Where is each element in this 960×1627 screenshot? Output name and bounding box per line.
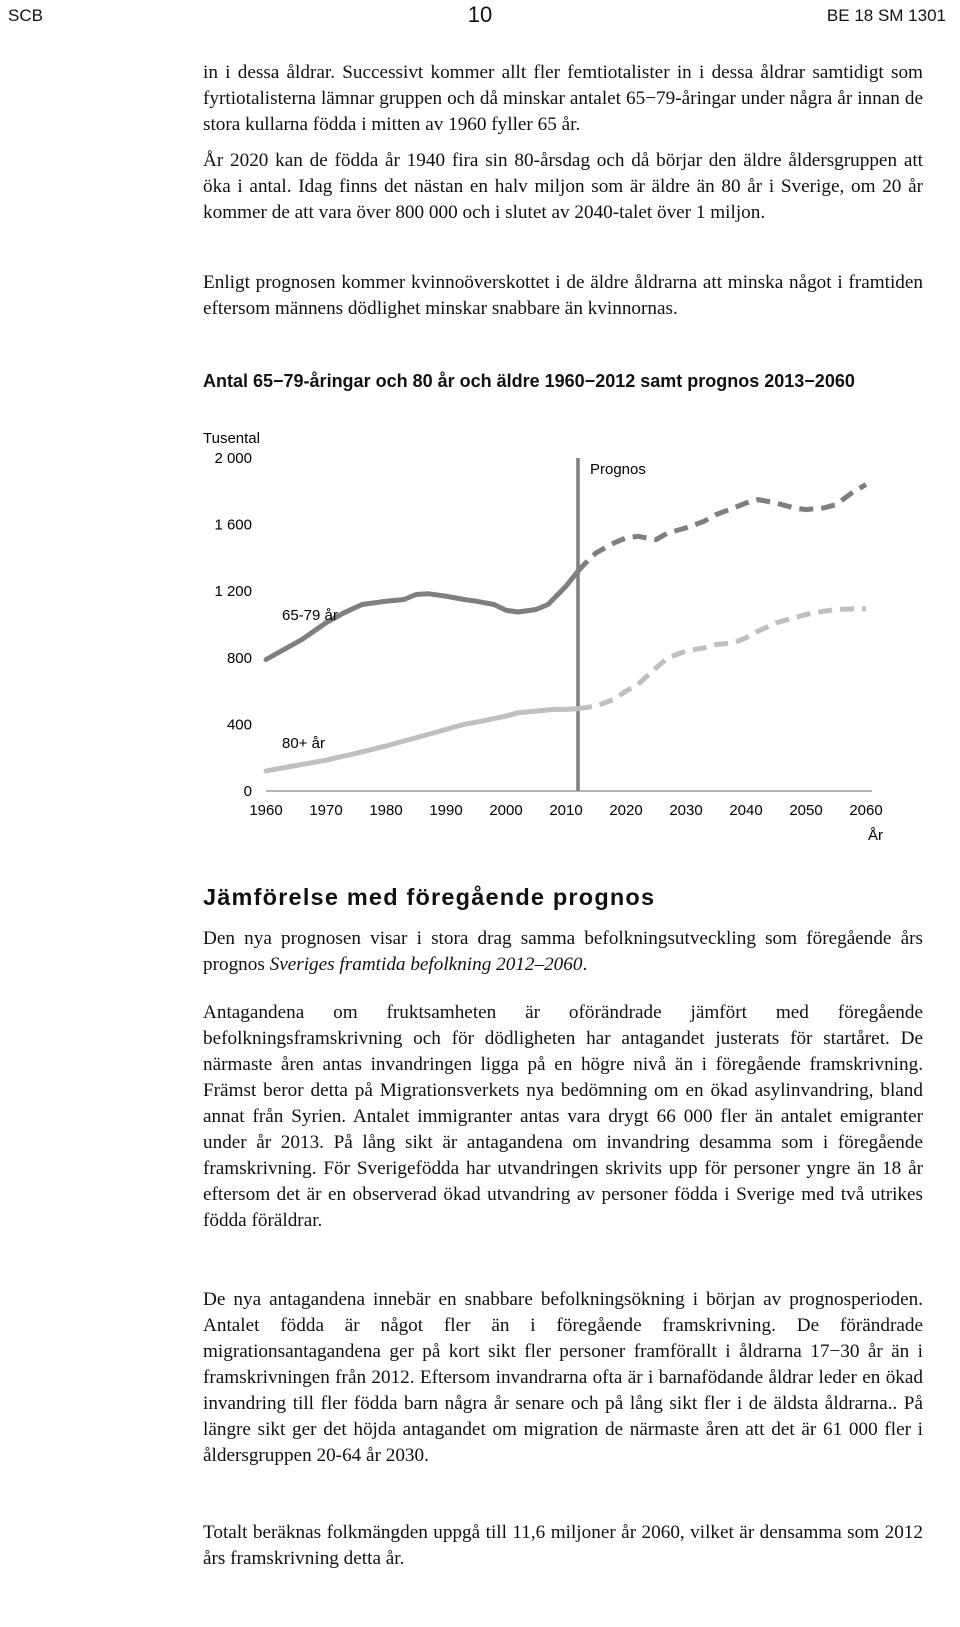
y-tick-label: 1 200	[214, 583, 252, 601]
x-tick-label: 2030	[669, 802, 703, 819]
y-tick-label: 1 600	[214, 516, 252, 534]
section-heading: Jämförelse med föregående prognos	[203, 884, 656, 910]
x-tick-label: 2000	[489, 802, 523, 819]
prognosis-label: Prognos	[590, 461, 646, 478]
series-label-65-79: 65-79 år	[282, 607, 338, 624]
x-tick-label: 1960	[249, 802, 283, 819]
intro-paragraph-2: År 2020 kan de födda år 1940 fira sin 80-årsdag och då börjar den äldre åldersgruppen att öka i antal. Idag finns det nästan en halv miljon som är äldre än 80 år i Sverige, om 20 år kommer de att vara över 800 000 och i slutet av 2040-talet över 1 miljon.	[203, 150, 923, 223]
section-paragraph-2: Antagandena om fruktsamheten är oförändrade jämfört med föregående befolkningsframskrivning och för dödligheten har antagandet justerats för startåret. De närmaste åren antas invandringen ligga på en högre nivå än i föregående framskrivning. Främst beror detta på Migrationsverkets nya bedömning om en ökad asylinvandring, bland annat från Syrien. Antalet immigranter antas vara drygt 66 000 fler än antalet emigranter under år 2013. På lång sikt är antagandena om invandring desamma som i föregående framskrivning. För Sverigefödda har utvandringen skrivits upp för personer yngre än 18 år eftersom det är en observerad ökad utvandring av personer födda i Sverige med två utrikes födda föräldrar.	[203, 1002, 923, 1231]
header-right: BE 18 SM 1301	[826, 6, 946, 25]
section-paragraph-1: Den nya prognosen visar i stora drag samma befolkningsutveckling som föregående års prognos Sveriges framtida befolkning 2012–2060.	[203, 928, 923, 975]
y-tick-label: 800	[226, 649, 252, 667]
x-axis-label: År	[868, 827, 883, 844]
x-tick-label: 1990	[429, 802, 463, 819]
intro-paragraph-3: Enligt prognosen kommer kvinnoöverskottet i de äldre åldrarna att minska något i framtiden eftersom männens dödlighet minskar snabbare än kvinnornas.	[203, 272, 923, 319]
y-tick-label: 0	[243, 783, 252, 800]
series-label-80plus: 80+ år	[282, 735, 325, 752]
intro-paragraph-1: in i dessa åldrar. Successivt kommer allt fler femtiotalister in i dessa åldrar samtidigt som fyrtiotalisterna lämnar gruppen och då minskar antalet 65−79-åringar under några år innan de stora kullarna födda i mitten av 1960 fyller 65 år.	[203, 62, 923, 135]
y-tick-label: 400	[226, 716, 252, 734]
section-paragraph-4: Totalt beräknas folkmängden uppgå till 11,6 miljoner år 2060, vilket är densamma som 2012 års framskrivning detta år.	[203, 1522, 923, 1569]
x-tick-label: 2010	[549, 802, 583, 819]
x-tick-label: 2060	[849, 802, 883, 819]
chart-title: Antal 65−79-åringar och 80 år och äldre 1960−2012 samt prognos 2013−2060	[203, 371, 855, 391]
x-tick-label: 2050	[789, 802, 823, 819]
x-tick-label: 2020	[609, 802, 643, 819]
y-axis-label: Tusental	[203, 430, 260, 447]
x-tick-label: 1970	[309, 802, 343, 819]
series-line-80plus-prognosis	[578, 609, 866, 709]
y-tick-label: 2 000	[214, 450, 252, 467]
x-tick-label: 1980	[369, 802, 403, 819]
series-line-65-79-prognosis	[578, 485, 866, 572]
x-tick-label: 2040	[729, 802, 763, 819]
publication-title: Sveriges framtida befolkning 2012–2060	[269, 954, 583, 975]
page-number: 10	[467, 2, 493, 27]
header-left: SCB	[8, 6, 43, 25]
section-paragraph-3: De nya antagandena innebär en snabbare befolkningsökning i början av prognosperioden. Antalet födda är något fler än i föregående framskrivning. De förändrade migrationsantagandena ger på kort sikt fler personer framförallt i åldrarna 17−30 år än i framskrivningen från 2012. Eftersom invandrarna ofta är i barnafödande åldrar leder en ökad invandring till fler födda barn några år senare och på lång sikt fler i de äldsta åldrarna.. På längre sikt ger det höjda antagandet om migration de närmaste åren att det är 61 000 fler i åldersgruppen 20-64 år 2030.	[203, 1289, 923, 1466]
